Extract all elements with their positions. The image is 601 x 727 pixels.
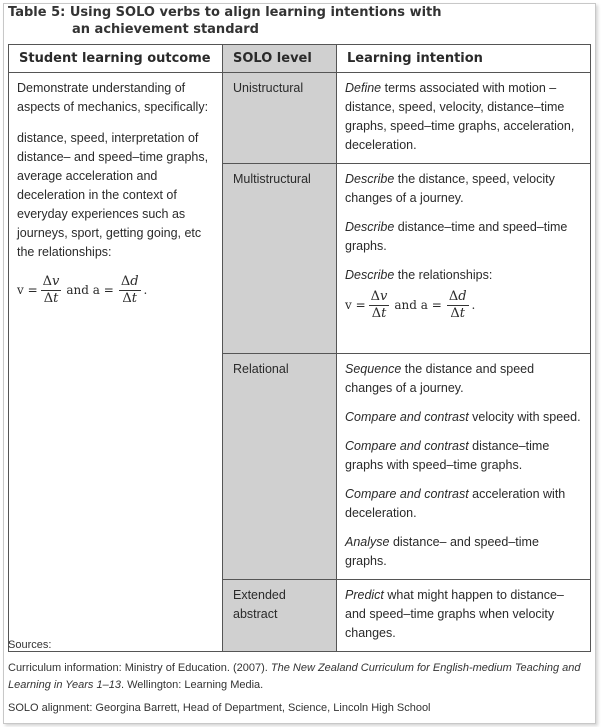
header-solo-level: SOLO level <box>223 45 337 73</box>
sources-heading: Sources: <box>8 639 52 651</box>
table-title-line-1: Table 5: Using SOLO verbs to align learning intentions with <box>8 5 442 20</box>
intention-relational <box>337 354 591 580</box>
intention-item: Describe the distance, speed, velocity changes of a journey. <box>345 172 555 205</box>
table-title-line-2: an achievement standard <box>72 22 259 37</box>
fraction-numerator: v <box>380 289 388 304</box>
table-row <box>9 73 591 164</box>
fraction-numerator: d <box>130 274 139 289</box>
outcome-intro: Demonstrate understanding of aspects of mechanics, specifically: <box>17 81 209 114</box>
curriculum-source: Curriculum information: Ministry of Education. (2007). The New Zealand Curriculum for English-medium Teaching and Learning in Years 1–13. Wellington: Learning Media. <box>8 662 581 691</box>
header-outcome: Student learning outcome <box>9 45 223 73</box>
intention-item: Analyse distance– and speed–time graphs. <box>345 535 539 568</box>
fraction-denominator: t <box>53 291 59 306</box>
formula-and-a: and a = <box>394 298 442 312</box>
fraction-numerator: v <box>52 274 60 289</box>
level-relational: Relational <box>223 354 337 580</box>
solo-alignment-source: SOLO alignment: Georgina Barrett, Head of Department, Science, Lincoln High School <box>8 702 431 714</box>
intention-item: Compare and contrast distance–time graphs with speed–time graphs. <box>345 439 550 472</box>
formula-v-label: v = <box>17 283 38 297</box>
intention-item: Define terms associated with motion – distance, speed, velocity, distance–time graphs, speed–time graphs, acceleration, deceleration. <box>345 81 575 152</box>
intention-formula <box>345 289 582 322</box>
outcome-details: distance, speed, interpretation of distance– and speed–time graphs, average acceleration and deceleration in the context of everyday experiences such as journeys, sport, getting going, etc the relationships: <box>17 131 209 259</box>
intention-item: Compare and contrast velocity with speed. <box>345 410 581 424</box>
level-extended-abstract: Extended abstract <box>223 580 337 652</box>
solo-table <box>8 44 591 652</box>
fraction-denominator: t <box>459 306 465 321</box>
formula-period: . <box>143 283 148 297</box>
sources-section <box>8 637 588 723</box>
intention-item: Describe distance–time and speed–time graphs. <box>345 220 568 253</box>
formula-v-label: v = <box>345 298 366 312</box>
intention-multistructural <box>337 164 591 354</box>
fraction-dv-dt: $\frac{\Delta v}{\Delta t}$ <box>370 289 388 321</box>
fraction-denominator: t <box>131 291 137 306</box>
header-learning-intention: Learning intention <box>337 45 591 73</box>
student-outcome-cell <box>9 73 223 652</box>
intention-item: Describe the relationships: <box>345 268 493 282</box>
intention-item: Predict what might happen to distance– and speed–time graphs when velocity changes. <box>345 588 564 640</box>
formula-and-a: and a = <box>66 283 114 297</box>
intention-item: Sequence the distance and speed changes of a journey. <box>345 362 535 395</box>
intention-item: Compare and contrast acceleration with deceleration. <box>345 487 566 520</box>
intention-unistructural <box>337 73 591 164</box>
fraction-denominator: t <box>381 306 387 321</box>
fraction-numerator: d <box>458 289 467 304</box>
level-unistructural: Unistructural <box>223 73 337 164</box>
level-multistructural: Multistructural <box>223 164 337 354</box>
fraction-dv-dt: $\frac{\Delta v}{\Delta t}$ <box>42 274 60 306</box>
header-row <box>9 45 591 73</box>
table-title <box>8 4 588 38</box>
fraction-dd-dt: $\frac{\Delta d}{\Delta t}$ <box>448 289 467 321</box>
outcome-formula <box>17 274 214 307</box>
formula-period: . <box>471 298 476 312</box>
fraction-dd-dt: $\frac{\Delta d}{\Delta t}$ <box>120 274 139 306</box>
